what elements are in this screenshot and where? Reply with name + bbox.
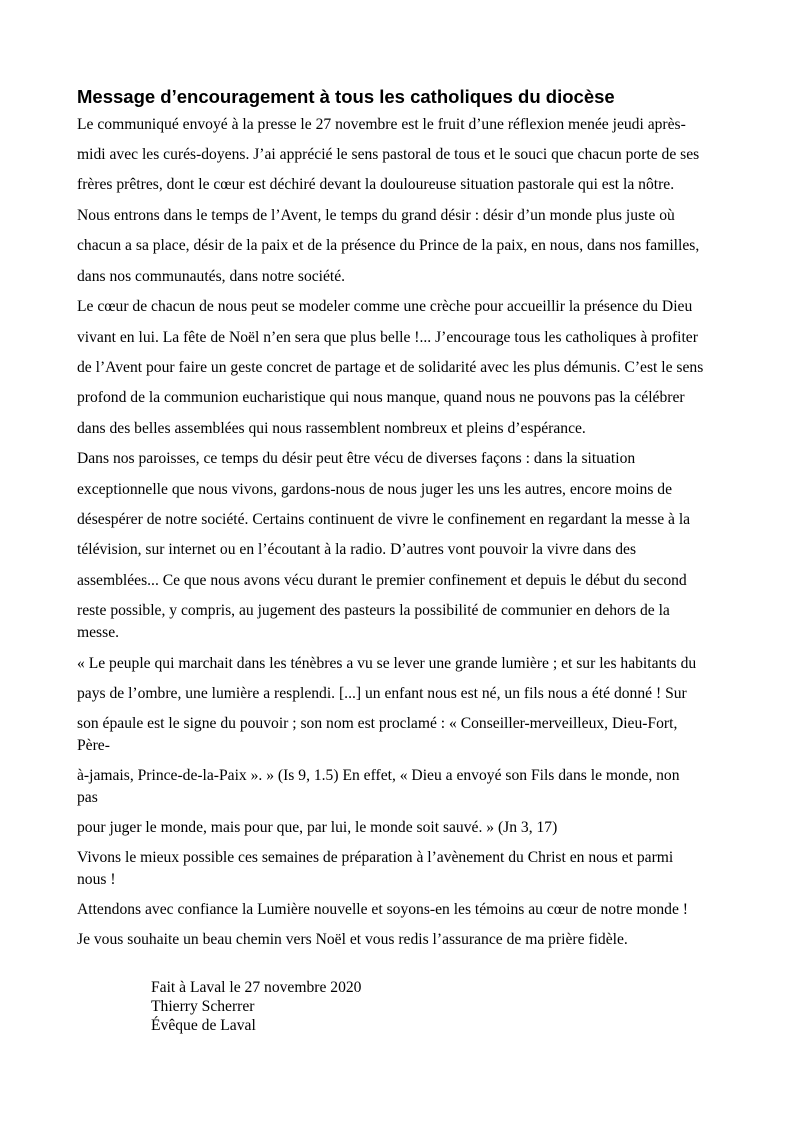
quote-line: à-jamais, Prince-de-la-Paix ». » (Is 9, 1.5) En effet, « Dieu a envoyé son Fils dans le monde, non bbox=[77, 767, 680, 784]
text-line: Je vous souhaite un beau chemin vers Noël et vous redis l’assurance de ma prière fidèle. bbox=[77, 931, 628, 948]
text-line: dans nos communautés, dans notre société. bbox=[77, 268, 346, 285]
text-line: Dans nos paroisses, ce temps du désir peut être vécu de diverses façons : dans la situation bbox=[77, 450, 636, 467]
text-line: reste possible, y compris, au jugement des pasteurs la possibilité de communier en dehors de la bbox=[77, 602, 670, 619]
quote-line: son épaule est le signe du pouvoir ; son nom est proclamé : « Conseiller-merveilleux, Dieu-Fort, bbox=[77, 715, 678, 732]
text-line: Nous entrons dans le temps de l’Avent, le temps du grand désir : désir d’un monde plus juste où bbox=[77, 207, 675, 224]
quote-line: pays de l’ombre, une lumière a resplendi. [...] un enfant nous est né, un fils nous a été donné ! Sur bbox=[77, 685, 687, 702]
quote-line: Père- bbox=[77, 737, 110, 754]
signature-role: Évêque de Laval bbox=[151, 1017, 256, 1034]
text-line: exceptionnelle que nous vivons, gardons-nous de nous juger les uns les autres, encore moins de bbox=[77, 481, 673, 498]
text-line: de l’Avent pour faire un geste concret de partage et de solidarité avec les plus démunis. C’est le sens bbox=[77, 359, 704, 376]
quote-line: pas bbox=[77, 789, 98, 806]
text-line: messe. bbox=[77, 624, 120, 641]
text-line: assemblées... Ce que nous avons vécu durant le premier confinement et depuis le début du second bbox=[77, 572, 687, 589]
text-line: chacun a sa place, désir de la paix et de la présence du Prince de la paix, en nous, dans nos familles, bbox=[77, 237, 700, 254]
text-line: Le communiqué envoyé à la presse le 27 novembre est le fruit d’une réflexion menée jeudi après- bbox=[77, 116, 686, 133]
text-line: télévision, sur internet ou en l’écoutant à la radio. D’autres vont pouvoir la vivre dans des bbox=[77, 541, 637, 558]
text-line: frères prêtres, dont le cœur est déchiré devant la douloureuse situation pastorale qui est la nôtre. bbox=[77, 176, 675, 193]
text-line: Attendons avec confiance la Lumière nouvelle et soyons-en les témoins au cœur de notre monde ! bbox=[77, 901, 688, 918]
text-line: midi avec les curés-doyens. J’ai apprécié le sens pastoral de tous et le souci que chacun porte de ses bbox=[77, 146, 700, 163]
text-line: désespérer de notre société. Certains continuent de vivre le confinement en regardant la messe à la bbox=[77, 511, 691, 528]
quote-line: « Le peuple qui marchait dans les ténèbres a vu se lever une grande lumière ; et sur les habitants du bbox=[77, 655, 697, 672]
signature-name: Thierry Scherrer bbox=[151, 998, 255, 1015]
document-title: Message d’encouragement à tous les catholiques du diocèse bbox=[77, 86, 615, 107]
text-line: Vivons le mieux possible ces semaines de préparation à l’avènement du Christ en nous et parmi bbox=[77, 849, 674, 866]
text-line: nous ! bbox=[77, 871, 116, 888]
quote-line: pour juger le monde, mais pour que, par lui, le monde soit sauvé. » (Jn 3, 17) bbox=[77, 819, 558, 836]
text-line: vivant en lui. La fête de Noël n’en sera que plus belle !... J’encourage tous les catholiques à profiter bbox=[77, 329, 698, 346]
text-line: profond de la communion eucharistique qui nous manque, quand nous ne pouvons pas la célébrer bbox=[77, 389, 685, 406]
text-line: Le cœur de chacun de nous peut se modeler comme une crèche pour accueillir la présence du Dieu bbox=[77, 298, 693, 315]
text-line: dans des belles assemblées qui nous rassemblent nombreux et pleins d’espérance. bbox=[77, 420, 586, 437]
signature-place-date: Fait à Laval le 27 novembre 2020 bbox=[151, 979, 362, 996]
